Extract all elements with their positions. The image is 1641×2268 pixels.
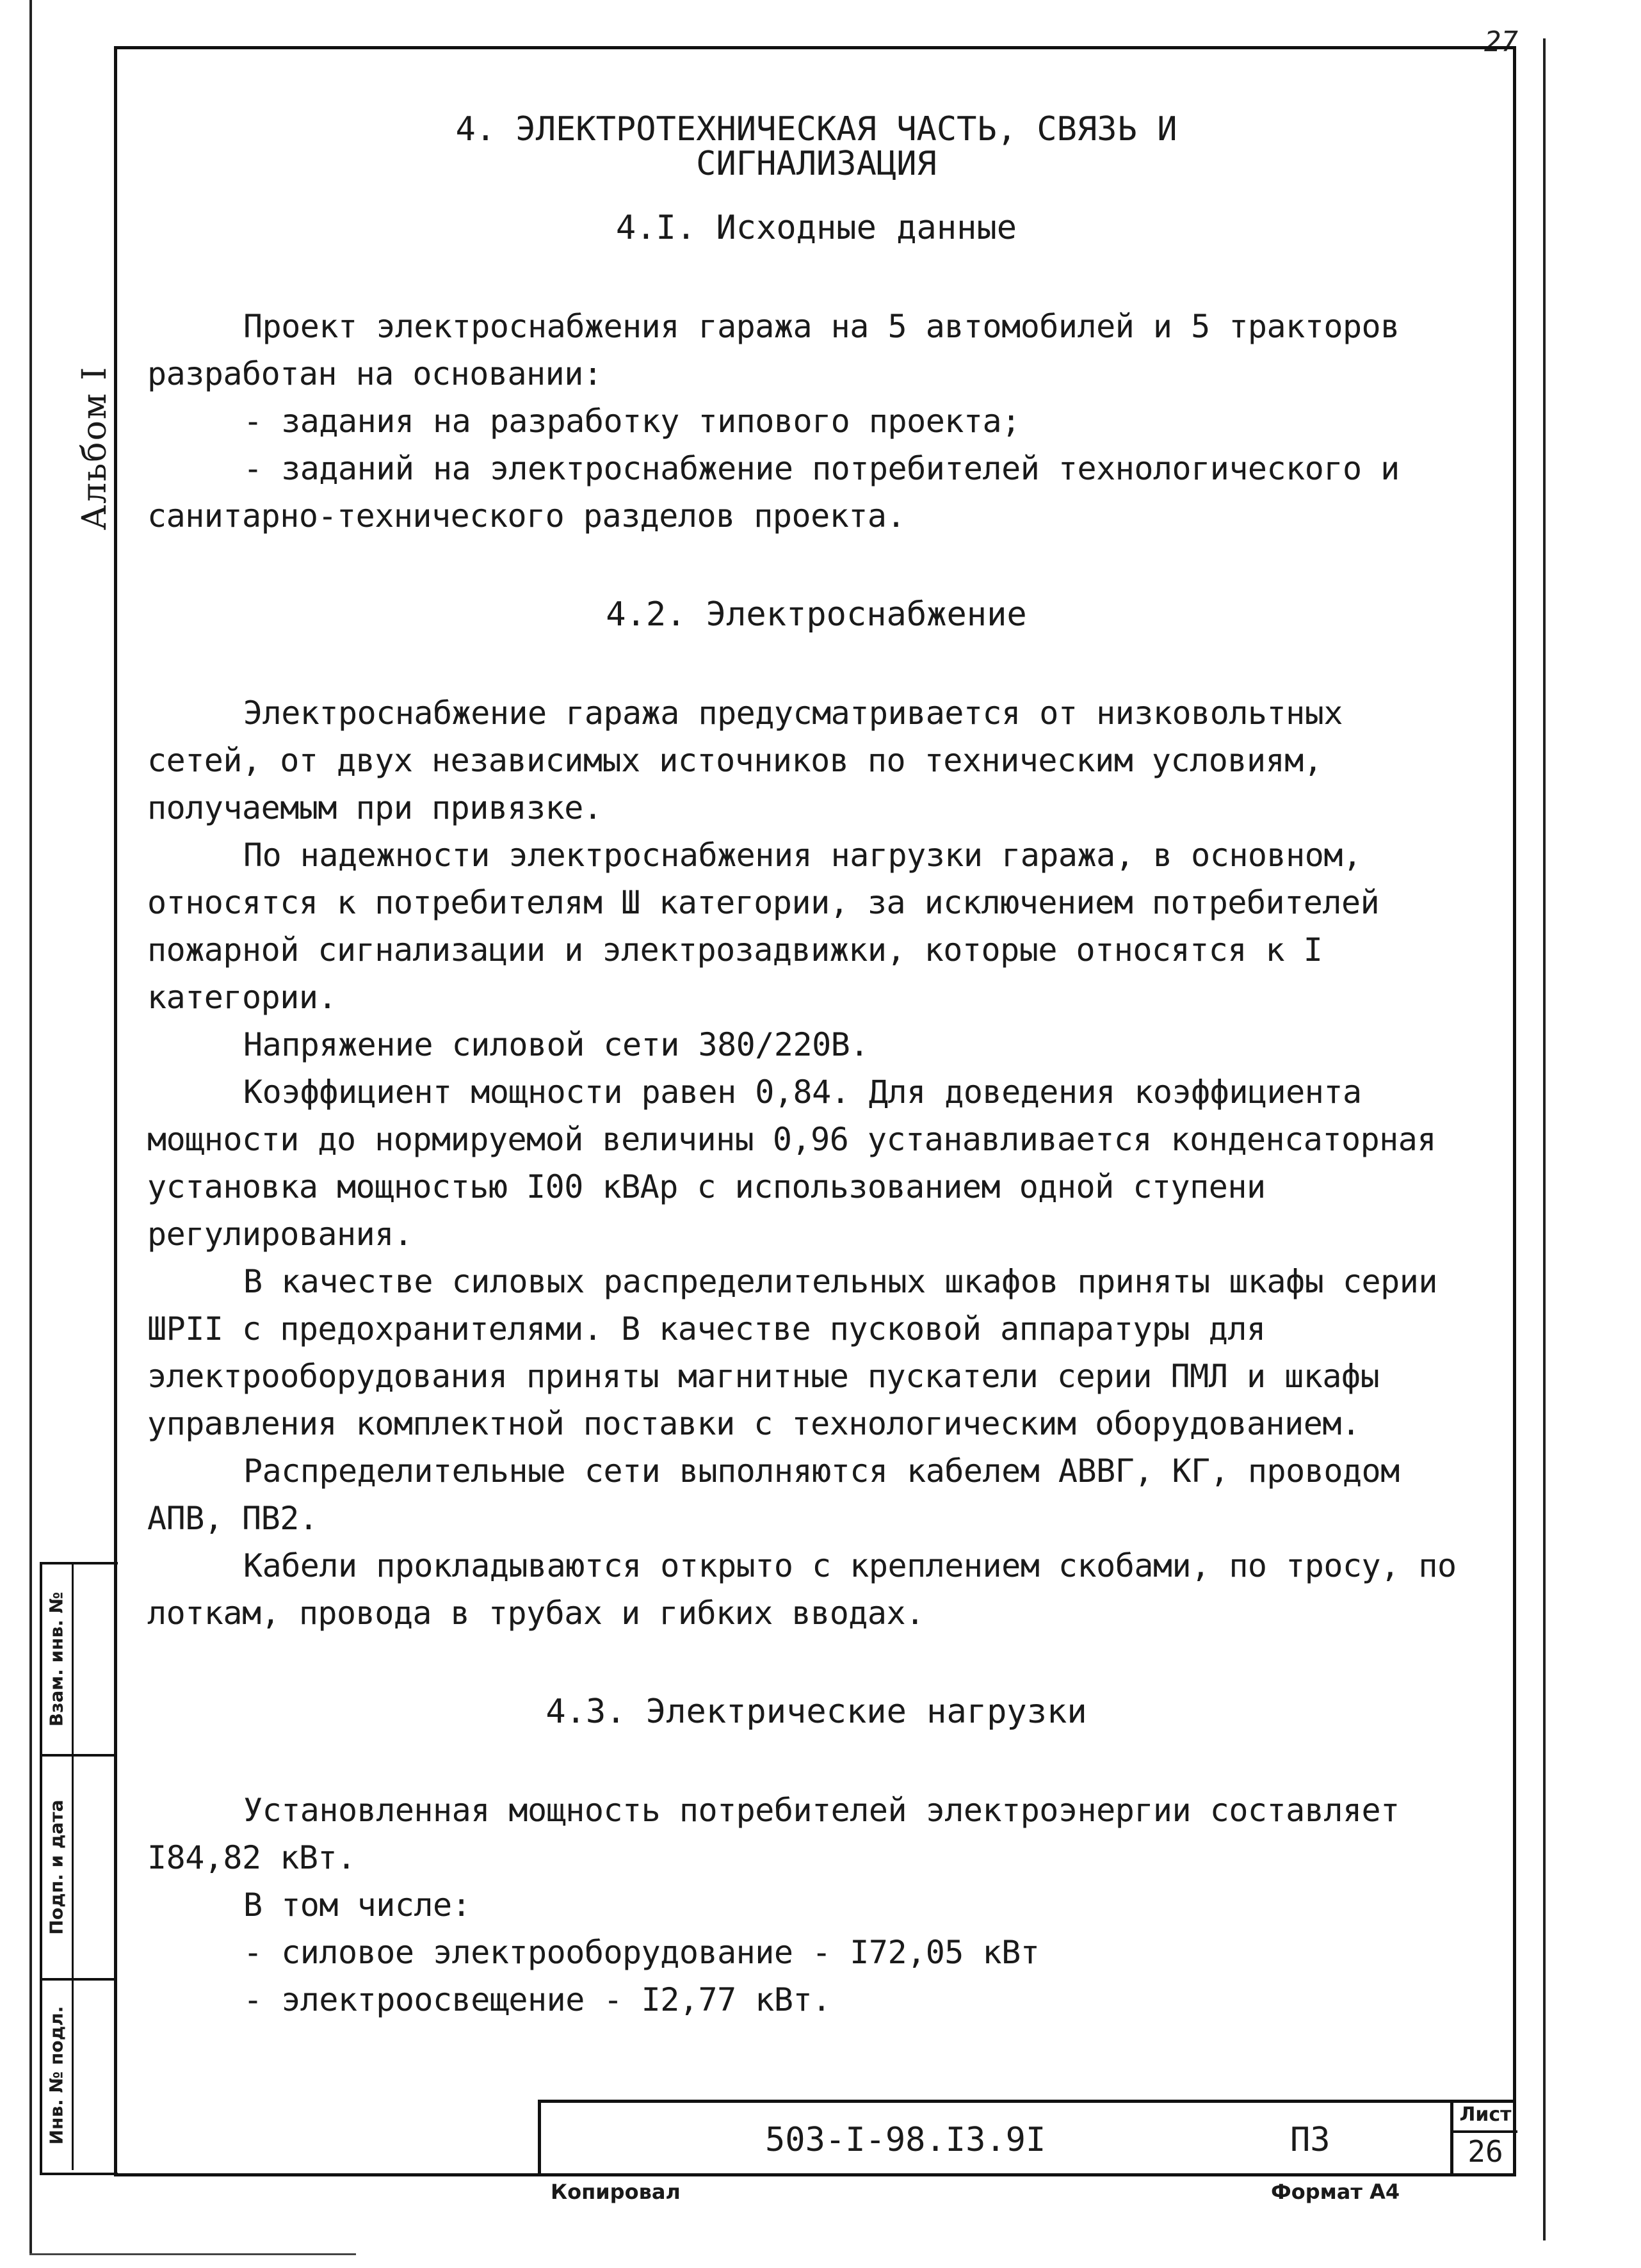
paragraph: В качестве силовых распределительных шкафов приняты шкафы серии ШРII с предохранителями. В качестве пусковой аппаратуры для электрооборудования приняты магнитные пускатели серии ПМЛ и шкафы управления комплектной поставки с технологическим оборудованием. <box>147 1263 1457 1442</box>
document-type: ПЗ <box>1290 2121 1330 2159</box>
margin-line-bottom <box>29 2253 356 2255</box>
title-block <box>538 2100 1514 2173</box>
spacer <box>147 1735 1460 1787</box>
document-code: 503-I-98.I3.9I <box>765 2121 1046 2159</box>
paragraph: Напряжение силовой сети 380/220В. <box>243 1026 869 1063</box>
album-label: Альбом I <box>76 366 114 531</box>
page-title-line-1: 4. ЭЛЕКТРОТЕХНИЧЕСКАЯ ЧАСТЬ, СВЯЗЬ И <box>455 110 1177 149</box>
margin-line-right <box>1543 38 1546 2240</box>
paragraph: В том числе: <box>243 1886 471 1924</box>
list-item: - силовое электрооборудование - I72,05 кВт <box>243 1934 1040 1971</box>
paragraph: Проект электроснабжения гаража на 5 автомобилей и 5 тракторов разработан на основании: <box>147 308 1419 392</box>
paragraph: По надежности электроснабжения нагрузки гаража, в основном, относятся к потребителям Ш категории, за исключением потребителей пожарной сигнализации и электрозадвижки, которые относятся к I категории. <box>147 837 1398 1016</box>
paragraph: Кабели прокладываются открыто с креплением скобами, по тросу, по лоткам, провода в трубах и гибких вводах. <box>147 1547 1476 1632</box>
document-body <box>147 110 1476 2023</box>
stamp-cell-original-inventory <box>42 1981 115 2170</box>
stamp-cell-signature-date <box>42 1757 115 1981</box>
stamp-label: Подп. и дата <box>45 1799 67 1935</box>
footer-format: Формат А4 <box>1271 2180 1400 2204</box>
paragraph: Электроснабжение гаража предусматривается от низковольтных сетей, от двух независимых источников по техническим условиям, получаемым при привязке. <box>147 695 1362 826</box>
list-item: - электроосвещение - I2,77 кВт. <box>243 1981 831 2018</box>
section-heading-4-3: 4.3. Электрические нагрузки <box>546 1693 1087 1731</box>
stamp-label: Взам. инв. № <box>45 1591 67 1727</box>
stamp-divider <box>72 1757 74 1978</box>
footer-copied: Копировал <box>551 2180 681 2204</box>
section-heading-4-2: 4.2. Электроснабжение <box>606 595 1027 634</box>
handwritten-page-mark: 27 <box>1484 26 1518 58</box>
spacer <box>147 252 1460 303</box>
list-item: - задания на разработку типового проекта; <box>243 403 1021 440</box>
section-heading-4-1: 4.I. Исходные данные <box>615 209 1017 247</box>
sheet-number-box <box>1450 2100 1517 2173</box>
approval-stamp-column <box>40 1562 118 2175</box>
list-item: - заданий на электроснабжение потребителей технологического и санитарно-технического разделов проекта. <box>147 450 1419 535</box>
spacer <box>147 1637 1460 1688</box>
stamp-cell-replacement-inventory <box>42 1564 115 1757</box>
page-title <box>147 112 1460 181</box>
stamp-divider <box>72 1564 74 1754</box>
stamp-label: Инв. № подл. <box>45 2006 67 2145</box>
sheet-number: 26 <box>1467 2134 1503 2169</box>
margin-line-left <box>29 0 32 2253</box>
stamp-divider <box>72 1981 74 2170</box>
page-title-line-2: СИГНАЛИЗАЦИЯ <box>696 145 937 183</box>
paragraph: Распределительные сети выполняются кабелем АВВГ, КГ, проводом АПВ, ПВ2. <box>147 1452 1419 1537</box>
spacer <box>147 638 1460 689</box>
paragraph: Коэффициент мощности равен 0,84. Для доведения коэффициента мощности до нормируемой величины 0,96 устанавливается конденсаторная установка мощностью I00 кВАр с использованием одной ступени регулирования. <box>147 1074 1455 1253</box>
sheet-label: Лист <box>1453 2100 1517 2133</box>
spacer <box>147 540 1460 591</box>
paragraph: Установленная мощность потребителей электроэнергии составляет I84,82 кВт. <box>147 1792 1419 1876</box>
